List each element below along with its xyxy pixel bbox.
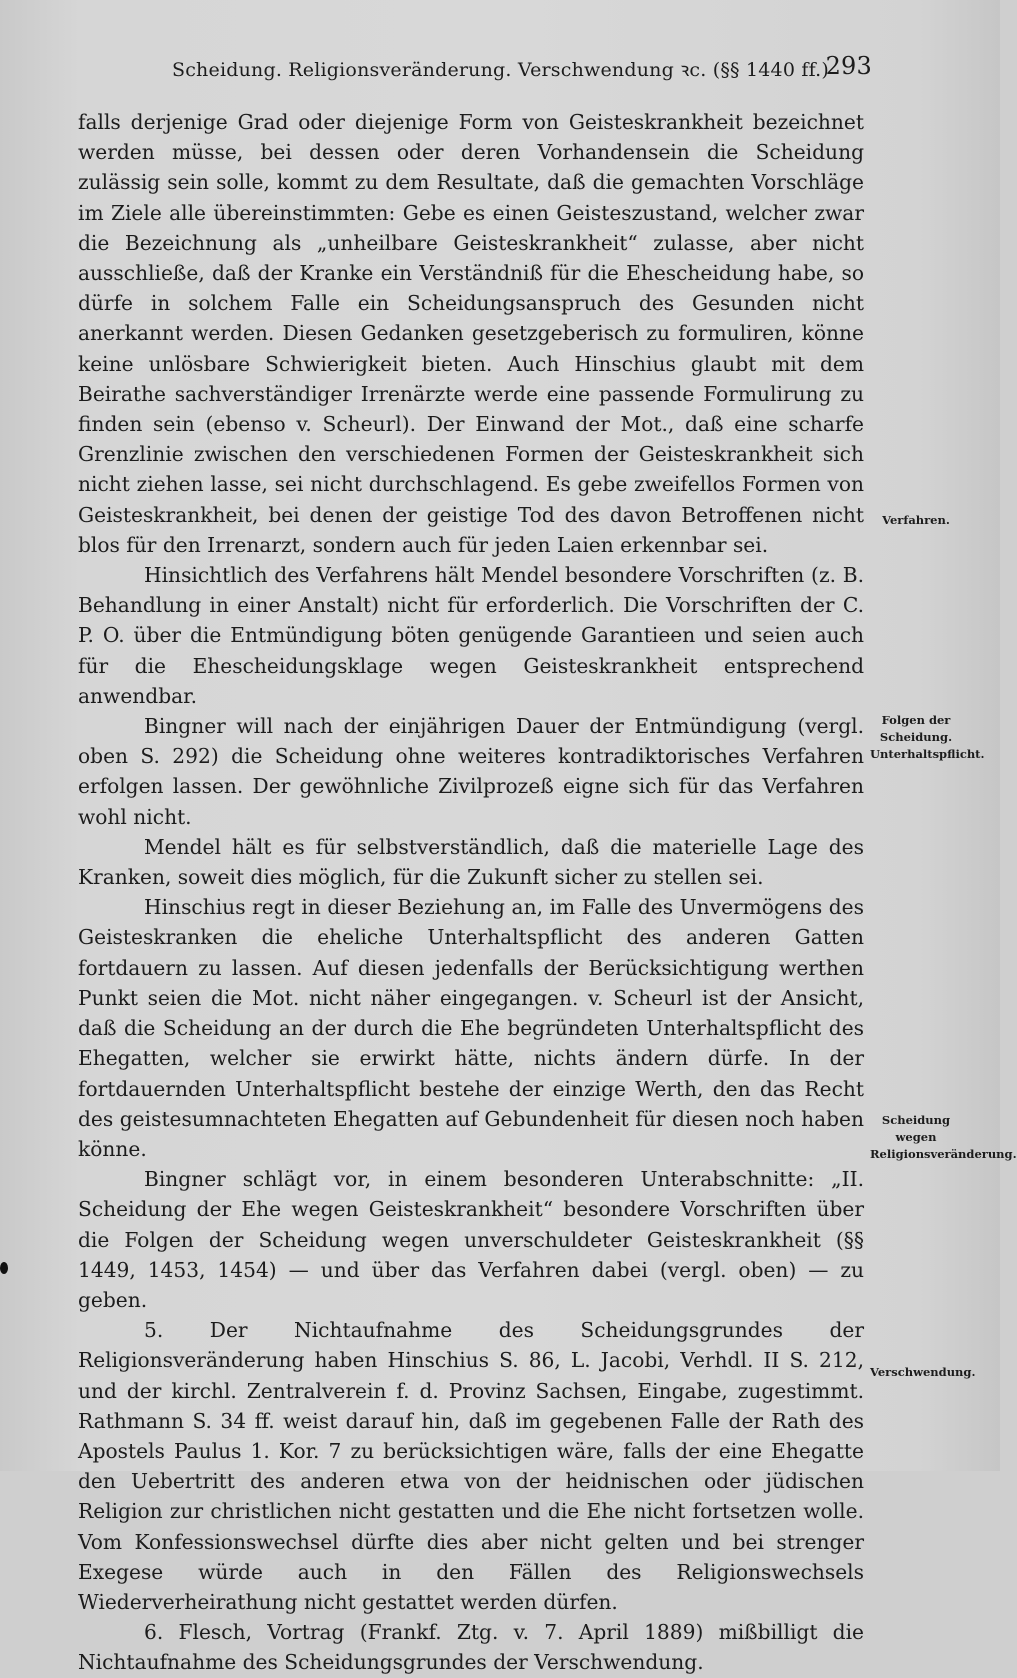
paragraph: 5. Der Nichtaufnahme des Scheidungsgrundes der Religionsveränderung haben Hinschius S. 86, L. Jacobi, Verhdl. II S. 212, und der kirchl. Zentralverein f. d. Provinz Sachsen, Eingabe, zugestimmt. Rathmann S. 34 ff. weist darauf hin, daß im gegebenen Falle der Rath des Apostels Paulus 1. Kor. 7 zu berücksichtigen wäre, falls der eine Ehegatte den Uebertritt des anderen etwa von der heidnischen oder jüdischen Religion zur christlichen nicht gestatten und die Ehe nicht fortsetzen wolle. Vom Konfessionswechsel dürfte dies aber nicht gelten und bei strenger Exegese würde auch in den Fällen des Religionswechsels Wiederverheirathung nicht gestattet werden dürfen. — [78, 1318, 864, 1614]
margin-note-folgen: Folgen der Scheidung. Unterhaltspflicht. — [870, 713, 985, 761]
paragraph: Bingner will nach der einjährigen Dauer der Entmündigung (vergl. oben S. 292) die Scheidung ohne weiteres kontradiktorisches Verfahren erfolgen lassen. Der gewöhnliche Zivilprozeß eigne sich für das Verfahren wohl nicht. — [78, 714, 864, 829]
margin-note-religion: Scheidung wegen Religionsveränderung. — [870, 1113, 1017, 1161]
margin-note-verschwendung: Verschwendung. — [870, 1365, 976, 1379]
running-title: Scheidung. Religionsveränderung. Verschwendung ꝛc. (§§ 1440 ff.) — [172, 59, 830, 81]
page-number: 293 — [825, 52, 872, 80]
page-header — [172, 52, 872, 86]
paragraph: 6. Flesch, Vortrag (Frankf. Ztg. v. 7. April 1889) mißbilligt die Nichtaufnahme des Scheidungsgrundes der Verschwendung. — [78, 1620, 864, 1675]
scan-edge-mark — [0, 1262, 8, 1274]
margin-note-verfahren: Verfahren. — [882, 513, 950, 527]
paragraph: Bingner schlägt vor, in einem besonderen Unterabschnitte: „II. Scheidung der Ehe wegen Geisteskrankheit“ besondere Vorschriften über die Folgen der Scheidung wegen unverschuldeter Geisteskrankheit (§§ 1449, 1453, 1454) — und über das Verfahren dabei (vergl. oben) — zu geben. — [78, 1167, 864, 1312]
paragraph: falls derjenige Grad oder diejenige Form von Geisteskrankheit bezeichnet werden müsse, bei dessen oder deren Vorhandensein die Scheidung zulässig sein solle, kommt zu dem Resultate, daß die gemachten Vorschläge im Ziele alle übereinstimmten: Gebe es einen Geisteszustand, welcher zwar die Bezeichnung als „unheilbare Geisteskrankheit“ zulasse, aber nicht ausschließe, daß der Kranke ein Verständniß für die Ehescheidung habe, so dürfe in solchem Falle ein Scheidungsanspruch des Gesunden nicht anerkannt werden. Diesen Gedanken gesetzgeberisch zu formuliren, könne keine unlösbare Schwierigkeit bieten. Auch Hinschius glaubt mit dem Beirathe sachverständiger Irrenärzte werde eine passende Formulirung zu finden sein (ebenso v. Scheurl). Der Einwand der Mot., daß eine scharfe Grenzlinie zwischen den verschiedenen Formen der Geisteskrankheit sich nicht ziehen lasse, sei nicht durchschlagend. Es gebe zweifellos Formen von Geisteskrankheit, bei denen der geistige Tod des davon Betroffenen nicht blos für den Irrenarzt, sondern auch für jeden Laien erkennbar sei. — [78, 110, 864, 557]
paragraph: Mendel hält es für selbstverständlich, daß die materielle Lage des Kranken, soweit dies möglich, für die Zukunft sicher zu stellen sei. — [78, 834, 864, 890]
paragraph: Hinsichtlich des Verfahrens hält Mendel besondere Vorschriften (z. B. Behandlung in einer Anstalt) nicht für erforderlich. Die Vorschriften der C. P. O. über die Entmündigung böten genügende Garantieen und seien auch für die Ehescheidungsklage wegen Geisteskrankheit entsprechend anwendbar. — [78, 563, 864, 708]
paragraph: Hinschius regt in dieser Beziehung an, im Falle des Unvermögens des Geisteskranken die eheliche Unterhaltspflicht des anderen Gatten fortdauern zu lassen. Auf diesen jedenfalls der Berücksichtigung werthen Punkt seien die Mot. nicht näher eingegangen. v. Scheurl ist der Ansicht, daß die Scheidung an der durch die Ehe begründeten Unterhaltspflicht des Ehegatten, welcher sie erwirkt hätte, nichts ändern dürfe. In der fortdauernden Unterhaltspflicht bestehe der einzige Werth, den das Recht des geistesumnachteten Ehegatten auf Gebundenheit für diesen noch haben könne. — [78, 895, 864, 1161]
main-text — [78, 107, 864, 1678]
